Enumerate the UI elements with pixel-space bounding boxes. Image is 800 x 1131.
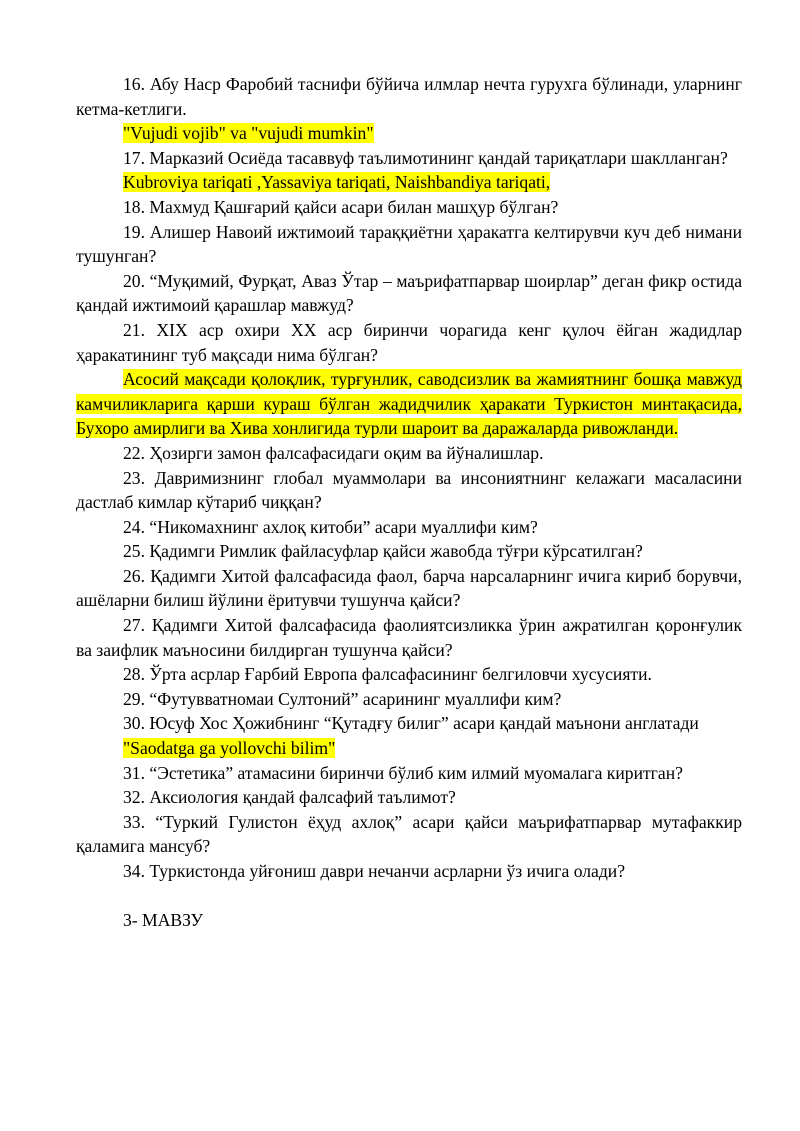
question-33: 33. “Туркий Гулистон ёҳуд ахлоқ” асари қайси маърифатпарвар мутафаккир қаламига мансуб? (76, 811, 742, 857)
question-20: 20. “Муқимий, Фурқат, Аваз Ўтар – маърифатпарвар шоирлар” деган фикр остида қандай ижтимоий қарашлар мавжуд? (76, 270, 742, 316)
question-25: 25. Қадимги Римлик файласуфлар қайси жавобда тўғри кўрсатилган? (123, 541, 643, 562)
question-19: 19. Алишер Навоий ижтимоий тараққиётни ҳаракатга келтирувчи куч деб нимани тушунган? (76, 221, 742, 267)
answer-highlight: Kubroviya tariqati ,Yassaviya tariqati, Naishbandiya tariqati, (123, 172, 551, 193)
question-31: 31. “Эстетика” атамасини биринчи бўлиб ким илмий муомалага киритган? (123, 762, 683, 783)
question-34: 34. Туркистонда уйғониш даври нечанчи асрларни ўз ичига олади? (123, 861, 626, 881)
answer-17 (76, 170, 742, 195)
answer-30 (76, 736, 742, 761)
answer-21 (76, 367, 742, 441)
answer-16 (76, 121, 742, 146)
question-32: 32. Аксиология қандай фалсафий таълимот? (123, 787, 456, 808)
question-21: 21. XIX аср охири XX аср биринчи чорагида кенг қулоч ёйган жадидлар ҳаракатининг туб мақсади нима бўлган? (76, 319, 742, 365)
section-heading: 3- МАВЗУ (123, 909, 203, 930)
answer-highlight: Асосий мақсади қолоқлик, турғунлик, саводсизлик ва жамиятнинг бошқа мавжуд камчиликларига қарши кураш бўлган жадидчилик ҳаракати Туркистон минтақасида, Бухоро амирлиги ва Хива хонлигида турли шароит ва даражаларда ривожланди. (76, 369, 742, 439)
question-16: 16. Абу Наср Фаробий таснифи бўйича илмлар нечта гурухга бўлинади, уларнинг кетма-кетлиги. (76, 74, 742, 119)
question-17: 17. Марказий Осиёда тасаввуф таълимотининг қандай тариқатлари шаклланган? (123, 147, 728, 168)
question-29: 29. “Футувватномаи Султоний” асарининг муаллифи ким? (123, 688, 562, 709)
answer-highlight: "Saodatga ga yollovchi bilim" (123, 738, 336, 759)
question-24: 24. “Никомахнинг ахлоқ китоби” асари муаллифи ким? (123, 516, 538, 537)
question-26: 26. Қадимги Хитой фалсафасида фаол, барча нарсаларнинг ичига кириб борувчи, ашёларни билиш йўлини ёритувчи тушунча қайси? (76, 565, 742, 611)
question-22: 22. Ҳозирги замон фалсафасидаги оқим ва йўналишлар. (123, 442, 544, 463)
question-28: 28. Ўрта асрлар Ғарбий Европа фалсафасининг белгиловчи хусусияти. (123, 664, 652, 685)
answer-highlight: "Vujudi vojib" va "vujudi mumkin" (123, 123, 374, 144)
question-18: 18. Махмуд Қашғарий қайси асари билан машҳур бўлган? (123, 196, 559, 217)
question-30: 30. Юсуф Хос Ҳожибнинг “Қутадғу билиг” асари қандай маънони англатади (123, 713, 699, 734)
question-27: 27. Қадимги Хитой фалсафасида фаолиятсизликка ўрин ажратилган қоронғулик ва заифлик маъносини билдирган тушунча қайси? (76, 615, 742, 660)
question-23: 23. Давримизнинг глобал муаммолари ва инсониятнинг келажаги масаласини дастлаб кимлар кўтариб чиққан? (76, 467, 742, 513)
